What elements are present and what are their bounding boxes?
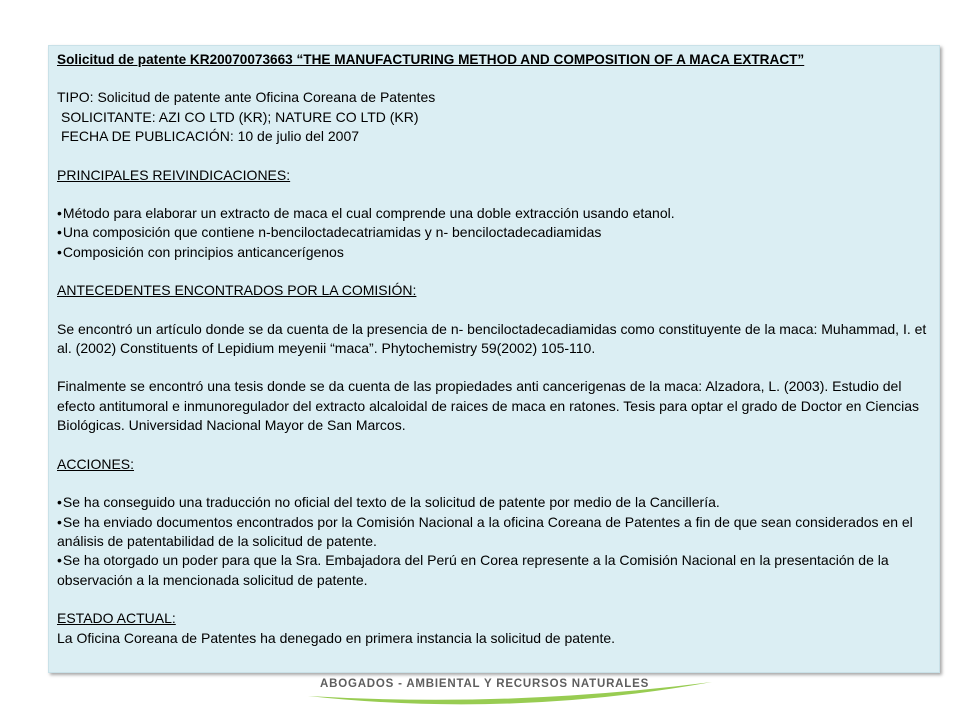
spacer: [57, 301, 931, 320]
spacer: [57, 436, 931, 455]
spacer: [57, 590, 931, 609]
spacer: [57, 358, 931, 377]
claim-item: [57, 204, 931, 223]
action-item: [57, 513, 931, 552]
claim-text: Método para elaborar un extracto de maca el cual comprende una doble extracción usando etanol.: [62, 205, 675, 222]
actions-heading: ACCIONES:: [57, 455, 135, 472]
bullet-icon: •: [57, 205, 62, 222]
spacer: [57, 147, 931, 166]
status-text: La Oficina Coreana de Patentes ha denegado en primera instancia la solicitud de patente.: [57, 629, 616, 646]
tipo-line: TIPO: Solicitud de patente ante Oficina Coreana de Patentes: [57, 89, 436, 106]
spacer: [57, 262, 931, 281]
claims-heading: PRINCIPALES REIVINDICACIONES:: [57, 166, 291, 183]
spacer: [57, 474, 931, 493]
action-item: [57, 493, 931, 512]
footer-logo: [300, 674, 720, 714]
spacer: [57, 185, 931, 204]
claim-text: Una composición que contiene n-benciloctadecatriamidas y n- benciloctadecadiamidas: [62, 224, 602, 241]
spacer: [57, 69, 931, 88]
action-text: Se ha enviado documentos encontrados por la Comisión Nacional a la oficina Coreana de Patentes a fin de que sean considerados en el análisis de patentabilidad de la solicitud de patente.: [57, 513, 913, 549]
bullet-icon: •: [57, 552, 62, 569]
document-title: Solicitud de patente KR20070073663 “THE MANUFACTURING METHOD AND COMPOSITION OF A MACA EXTRACT”: [57, 52, 805, 67]
footer-text: ABOGADOS - AMBIENTAL Y RECURSOS NATURALES: [320, 678, 650, 690]
bullet-icon: •: [57, 224, 62, 241]
action-text: Se ha conseguido una traducción no oficial del texto de la solicitud de patente por medio de la Cancillería.: [62, 494, 720, 511]
claim-item: [57, 223, 931, 242]
background-heading: ANTECEDENTES ENCONTRADOS POR LA COMISIÓN:: [57, 282, 417, 299]
claim-text: Composición con principios anticancerígenos: [62, 243, 344, 260]
fecha-line: FECHA DE PUBLICACIÓN: 10 de julio del 2007: [61, 128, 360, 145]
claim-item: [57, 243, 931, 262]
background-paragraph-2: Finalmente se encontró una tesis donde se da cuenta de las propiedades anti cancerigenas de la maca: Alzadora, L. (2003). Estudio del efecto antitumoral e inmunoregulador del extracto alcaloidal de raices de maca en ratones. Tesis para optar el grado de Doctor en Ciencias Biológicas. Universidad Nacional Mayor de San Marcos.: [57, 378, 920, 434]
action-item: [57, 551, 931, 590]
background-paragraph-1: Se encontró un artículo donde se da cuenta de la presencia de n- benciloctadecadiamidas como constituyente de la maca: Muhammad, I. et al. (2002) Constituents of Lepidium meyenii “maca”. Phytochemistry 59(2002) 105-110.: [57, 320, 927, 357]
action-text: Se ha otorgado un poder para que la Sra. Embajadora del Perú en Corea represente a la Comisión Nacional en la presentación de la observación a la mencionada solicitud de patente.: [57, 552, 889, 588]
content-panel: [48, 45, 940, 673]
bullet-icon: •: [57, 494, 62, 511]
bullet-icon: •: [57, 243, 62, 260]
bullet-icon: •: [57, 513, 62, 530]
status-heading: ESTADO ACTUAL:: [57, 610, 176, 627]
solicitante-line: SOLICITANTE: AZI CO LTD (KR); NATURE CO LTD (KR): [61, 108, 419, 125]
